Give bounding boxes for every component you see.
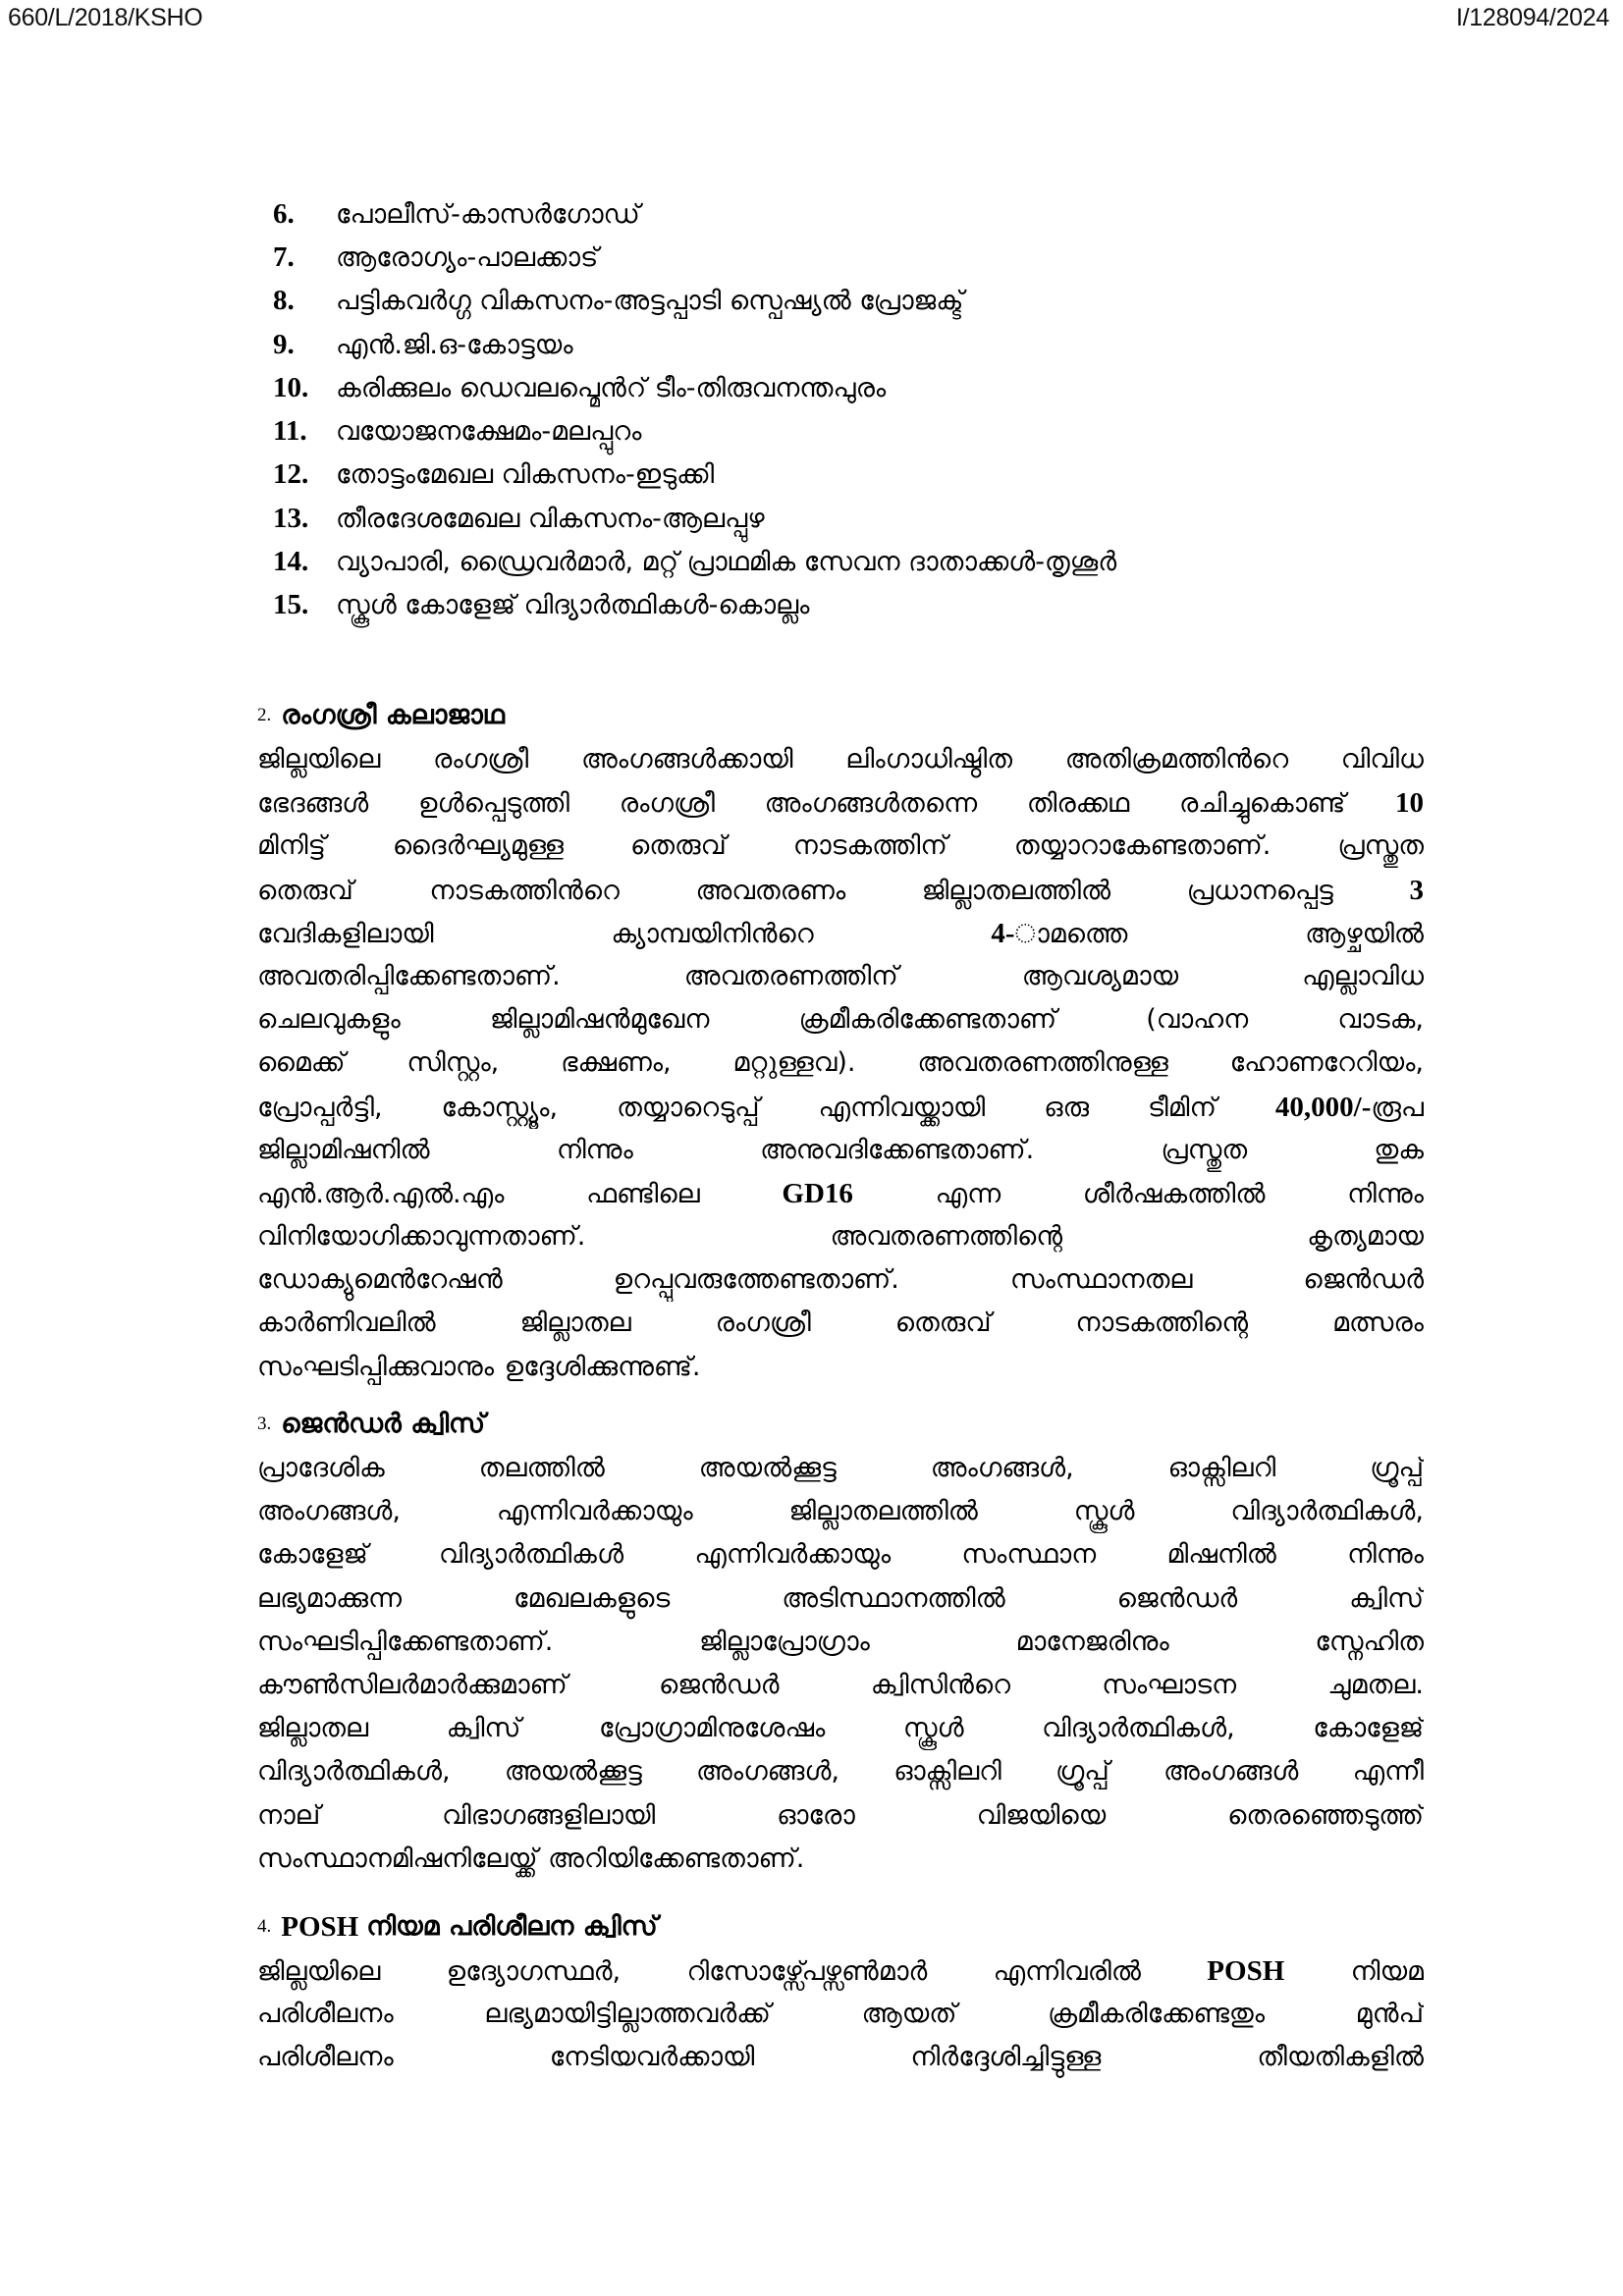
section-title: ജെൻഡർ ക്വിസ് — [281, 1409, 486, 1439]
list-item — [273, 497, 1451, 540]
paragraph-line: വേദികളിലായി ക്യാമ്പയിനിൻറെ 4-ാമത്തെ ആഴ്ചയിൽ — [257, 917, 1424, 949]
list-item — [273, 454, 1451, 497]
paragraph-line: സംഘടിപ്പിക്കുവാനും ഉദ്ദേശിക്കുന്നുണ്ട്. — [257, 1351, 701, 1382]
list-item-number: 15. — [273, 589, 309, 621]
section-heading — [257, 1402, 1424, 1447]
list-item — [273, 323, 1451, 366]
numbered-list — [273, 192, 1451, 627]
section-rangashree-kalajatha — [257, 693, 1424, 1389]
list-item-number: 11. — [273, 415, 307, 448]
list-item-number: 6. — [273, 197, 295, 230]
paragraph-line: ജില്ലാതല ക്വിസ് പ്രോഗ്രാമിനുശേഷം സ്കൂൾ വിദ്യാർത്ഥികൾ, കോളേജ് — [257, 1713, 1424, 1744]
paragraph-line: പരിശീലനം നേടിയവർക്കായി നിർദ്ദേശിച്ചിട്ടുള്ള തീയതികളിൽ — [257, 2042, 1424, 2073]
paragraph-line: പരിശീലനം ലഭ്യമായിട്ടില്ലാത്തവർക്ക് ആയത് ക്രമീകരിക്കേണ്ടതും മുൻപ് — [257, 1999, 1424, 2030]
section-number: 3. — [257, 1414, 272, 1434]
paragraph-line: വിനിയോഗിക്കാവുന്നതാണ്. അവതരണത്തിന്റെ കൃത്യമായ — [257, 1221, 1424, 1253]
list-item-number: 10. — [273, 371, 309, 403]
emphasized-value: 40,000/- — [1274, 1091, 1372, 1123]
paragraph-line: കാർണിവലിൽ ജില്ലാതല രംഗശ്രീ തെരുവ് നാടകത്തിന്റെ മത്സരം — [257, 1308, 1424, 1339]
list-item-number: 12. — [273, 458, 309, 491]
paragraph-line: ചെലവുകളും ജില്ലാമിഷൻമുഖേന ക്രമീകരിക്കേണ്ടതാണ് (വാഹന വാടക, — [257, 1004, 1424, 1036]
list-item-text: സ്കൂൾ കോളേജ് വിദ്യാർത്ഥികൾ-കൊല്ലം — [336, 590, 810, 621]
paragraph-line: വിദ്യാർത്ഥികൾ, അയൽക്കൂട്ട അംഗങ്ങൾ, ഓക്സിലറി ഗ്രൂപ്പ് അംഗങ്ങൾ എന്നീ — [257, 1756, 1424, 1788]
section-number: 4. — [257, 1916, 272, 1937]
list-item-text: തോട്ടംമേഖല വികസനം-ഇടുക്കി — [336, 459, 715, 491]
list-item-text: തീരദേശമേഖല വികസനം-ആലപ്പുഴ — [336, 503, 765, 534]
section-gender-quiz — [257, 1402, 1424, 1881]
list-item-text: എൻ.ജി.ഒ-കോട്ടയം — [336, 329, 573, 360]
list-item-text: വയോജനക്ഷേമം-മലപ്പുറം — [336, 416, 642, 448]
list-item — [273, 584, 1451, 627]
section-number: 2. — [257, 705, 272, 725]
list-item-number: 14. — [273, 546, 309, 578]
list-item — [273, 366, 1451, 409]
emphasized-value: 3 — [1409, 874, 1424, 906]
paragraph-line: ജില്ലയിലെ രംഗശ്രീ അംഗങ്ങൾക്കായി ലിംഗാധിഷ്ഠിത അതിക്രമത്തിൻറെ വിവിധ — [257, 744, 1424, 774]
paragraph-line: തെരുവ് നാടകത്തിൻറെ അവതരണം ജില്ലാതലത്തിൽ പ്രധാനപ്പെട്ട 3 — [257, 874, 1424, 906]
list-item — [273, 192, 1451, 236]
list-item-text: വ്യാപാരി, ഡ്രൈവർമാർ, മറ്റ് പ്രാഥമിക സേവന ദാതാക്കൾ-തൃശൂർ — [336, 547, 1117, 578]
paragraph-line: ജില്ലയിലെ ഉദ്യോഗസ്ഥർ, റിസോഴ്സ്പേഴ്സൺമാർ എന്നിവരിൽ POSH നിയമ — [257, 1955, 1424, 1987]
paragraph-line: എൻ.ആർ.എൽ.എം ഫണ്ടിലെ GD16 എന്ന ശീർഷകത്തിൽ നിന്നും — [257, 1177, 1424, 1209]
file-reference-right: I/128094/2024 — [1456, 4, 1609, 31]
paragraph-line: അവതരിപ്പിക്കേണ്ടതാണ്. അവതരണത്തിന് ആവശ്യമായ എല്ലാവിധ — [257, 960, 1424, 991]
section-posh-quiz — [257, 1904, 1424, 2080]
list-item-text: കരിക്കുലം ഡെവലപ്മെൻറ് ടീം-തിരുവനന്തപുരം — [336, 372, 887, 403]
paragraph-line: മിനിട്ട് ദൈർഘ്യമുള്ള തെരുവ് നാടകത്തിന് തയ്യാറാകേണ്ടതാണ്. പ്രസ്തുത — [257, 830, 1424, 862]
paragraph-line: കോളേജ് വിദ്യാർത്ഥികൾ എന്നിവർക്കായും സംസ്ഥാന മിഷനിൽ നിന്നും — [257, 1539, 1424, 1571]
paragraph-line: നാല് വിഭാഗങ്ങളിലായി ഓരോ വിജയിയെ തെരഞ്ഞെടുത്ത് — [257, 1799, 1424, 1831]
section-title: നിയമ പരിശീലന ക്വിസ് — [366, 1911, 658, 1942]
file-reference-left: 660/L/2018/KSHO — [8, 4, 203, 31]
section-paragraph — [257, 1949, 1424, 2080]
paragraph-line: ലഭ്യമാക്കുന്ന മേഖലകളുടെ അടിസ്ഥാനത്തിൽ ജെൻഡർ ക്വിസ് — [257, 1582, 1424, 1614]
section-heading — [257, 1904, 1424, 1949]
paragraph-line: ഭേദങ്ങൾ ഉൾപ്പെടുത്തി രംഗശ്രീ അംഗങ്ങൾതന്നെ തിരക്കഥ രചിച്ചുകൊണ്ട് 10 — [257, 787, 1424, 820]
list-item — [273, 540, 1451, 583]
paragraph-line: കൗൺസിലർമാർക്കുമാണ് ജെൻഡർ ക്വിസിൻറെ സംഘാടന ചുമതല. — [257, 1669, 1424, 1700]
list-item-text: പോലീസ്-കാസർഗോഡ് — [336, 198, 640, 230]
paragraph-line: പ്രാദേശിക തലത്തിൽ അയൽക്കൂട്ട അംഗങ്ങൾ, ഓക്സിലറി ഗ്രൂപ്പ് — [257, 1453, 1424, 1483]
paragraph-line: പ്രോപ്പർട്ടി, കോസ്റ്റ്യൂം, തയ്യാറെടുപ്പ് എന്നിവയ്ക്കായി ഒരു ടീമിന് 40,000/-രൂപ — [257, 1091, 1424, 1123]
section-paragraph — [257, 1447, 1424, 1881]
emphasized-value: GD16 — [782, 1177, 853, 1209]
paragraph-line: സംസ്ഥാനമിഷനിലേയ്ക്ക് അറിയിക്കേണ്ടതാണ്. — [257, 1842, 805, 1874]
list-item-number: 8. — [273, 285, 295, 317]
section-title: രംഗശ്രീ കലാജാഥ — [281, 700, 505, 730]
emphasized-value: 10 — [1395, 787, 1424, 820]
list-item — [273, 409, 1451, 453]
paragraph-line: സംഘടിപ്പിക്കേണ്ടതാണ്. ജില്ലാപ്രോഗ്രാം മാനേജരിനും സ്നേഹിത — [257, 1626, 1424, 1657]
emphasized-value: 4- — [991, 917, 1015, 949]
section-heading — [257, 693, 1424, 738]
list-item-number: 13. — [273, 502, 309, 534]
section-paragraph — [257, 738, 1424, 1389]
list-item-text: പട്ടികവർഗ്ഗ വികസനം-അട്ടപ്പാടി സ്പെഷ്യൽ പ്രോജക്ട് — [336, 286, 964, 317]
emphasized-value: POSH — [1207, 1955, 1285, 1987]
paragraph-line: അംഗങ്ങൾ, എന്നിവർക്കായും ജില്ലാതലത്തിൽ സ്കൂൾ വിദ്യാർത്ഥികൾ, — [257, 1496, 1424, 1527]
paragraph-line: മൈക്ക് സിസ്റ്റം, ഭക്ഷണം, മറ്റുള്ളവ). അവതരണത്തിനുള്ള ഹോണറേറിയം, — [257, 1047, 1424, 1079]
list-item — [273, 236, 1451, 279]
paragraph-line: ജില്ലാമിഷനിൽ നിന്നും അനുവദിക്കേണ്ടതാണ്. പ്രസ്തുത തുക — [257, 1134, 1424, 1165]
list-item-number: 9. — [273, 328, 295, 360]
list-item-text: ആരോഗ്യം-പാലക്കാട് — [336, 241, 599, 273]
list-item — [273, 280, 1451, 323]
paragraph-line: ഡോക്യുമെൻറേഷൻ ഉറപ്പുവരുത്തേണ്ടതാണ്. സംസ്ഥാനതല ജെൻഡർ — [257, 1264, 1424, 1296]
section-title-acronym: POSH — [281, 1910, 359, 1943]
list-item-number: 7. — [273, 240, 295, 273]
